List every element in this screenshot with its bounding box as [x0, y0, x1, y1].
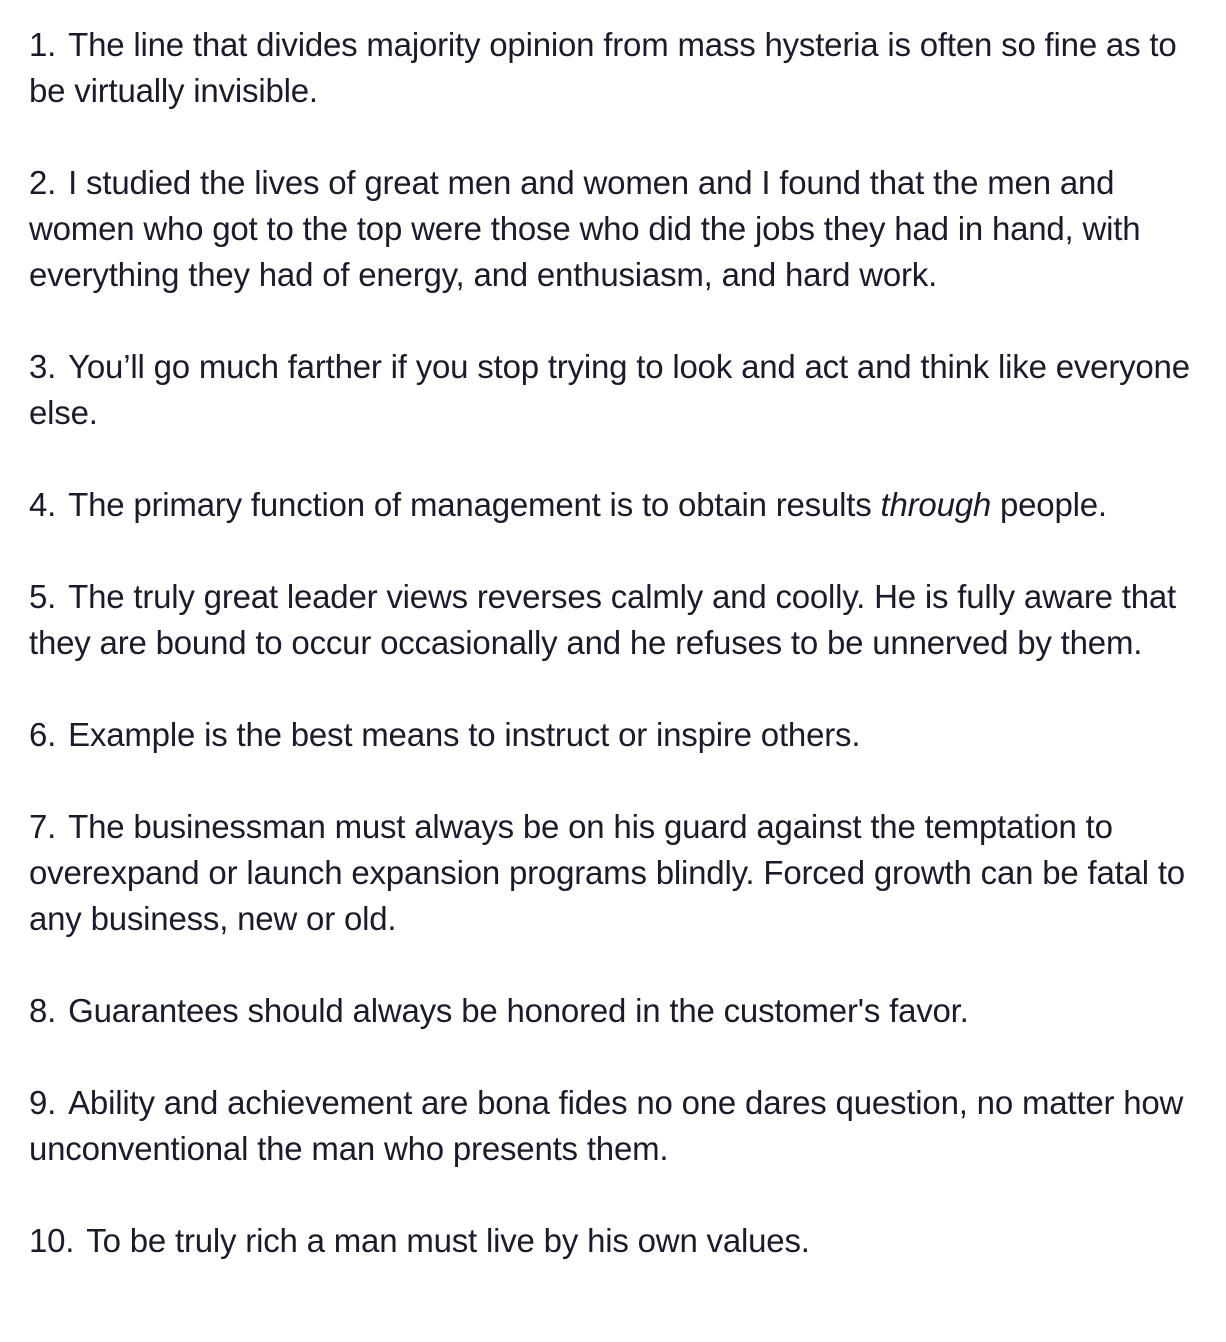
- quote-item: [29, 988, 1214, 1034]
- quote-text-end: people.: [991, 486, 1107, 523]
- quote-text: Guarantees should always be honored in the customer's favor.: [68, 992, 969, 1029]
- quote-text: You’ll go much farther if you stop trying to look and act and think like everyone else.: [29, 348, 1190, 431]
- quote-text: The primary function of management is to obtain results: [68, 486, 881, 523]
- quote-text: The businessman must always be on his guard against the temptation to overexpand or launch expansion programs blindly. Forced growth can be fatal to any business, new or old.: [29, 808, 1185, 937]
- quote-text: Ability and achievement are bona fides no one dares question, no matter how unconventional the man who presents them.: [29, 1084, 1184, 1167]
- quote-item: [29, 804, 1214, 942]
- quote-text: Example is the best means to instruct or inspire others.: [68, 716, 861, 753]
- quote-text: The truly great leader views reverses calmly and coolly. He is fully aware that they are bound to occur occasionally and he refuses to be unnerved by them.: [29, 578, 1177, 661]
- quote-item: [29, 22, 1214, 114]
- quote-item: [29, 482, 1214, 528]
- quote-emphasis: through: [880, 486, 992, 523]
- quote-number: 8.: [29, 992, 57, 1029]
- quote-number: 7.: [29, 808, 57, 845]
- quote-item: [29, 1218, 1214, 1264]
- quote-item: [29, 344, 1214, 436]
- quote-number: 1.: [29, 26, 57, 63]
- quote-text: To be truly rich a man must live by his own values.: [86, 1222, 810, 1259]
- quote-number: 2.: [29, 164, 57, 201]
- quote-number: 3.: [29, 348, 57, 385]
- quote-text: I studied the lives of great men and women and I found that the men and women who got to the top were those who did the jobs they had in hand, with everything they had of energy, and enthusiasm, and hard work.: [29, 164, 1141, 293]
- quote-text: The line that divides majority opinion from mass hysteria is often so fine as to be virtually invisible.: [29, 26, 1177, 109]
- quote-item: [29, 160, 1214, 298]
- quote-item: [29, 1080, 1214, 1172]
- quote-number: 9.: [29, 1084, 57, 1121]
- quote-item: [29, 574, 1214, 666]
- quote-item: [29, 712, 1214, 758]
- quote-number: 4.: [29, 486, 57, 523]
- quote-number: 5.: [29, 578, 57, 615]
- quote-number: 10.: [29, 1222, 75, 1259]
- quote-list: [29, 22, 1214, 1310]
- quote-number: 6.: [29, 716, 57, 753]
